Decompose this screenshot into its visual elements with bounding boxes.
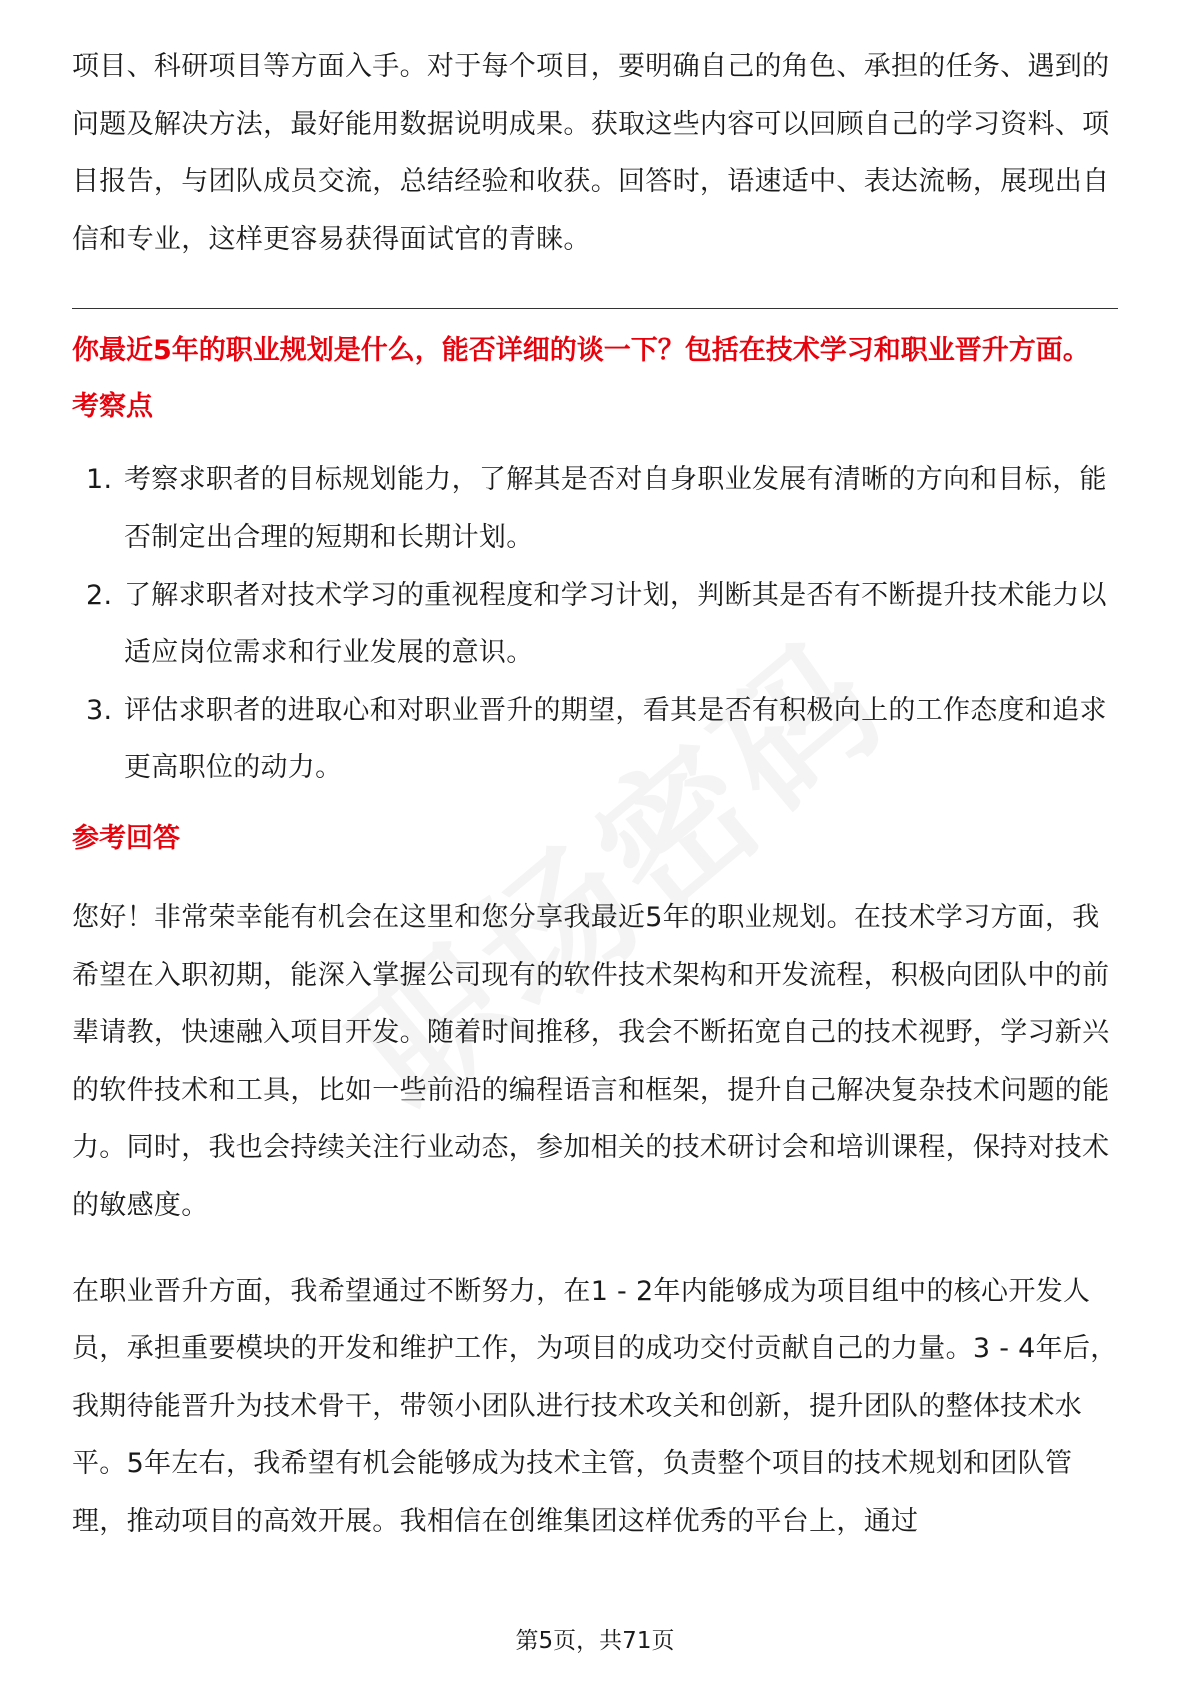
list-item-number: 3. [86, 694, 113, 726]
list-item [72, 682, 1118, 797]
list-item-number: 1. [86, 464, 113, 496]
section-divider [72, 308, 1118, 309]
answer-heading: 参考回答 [72, 822, 180, 854]
list-item [72, 567, 1118, 682]
list-item [72, 451, 1118, 566]
answer-paragraph-2: 在职业晋升方面，我希望通过不断努力，在1 - 2年内能够成为项目组中的核心开发人员，承担重要模块的开发和维护工作，为项目的成功交付贡献自己的力量。3 - 4年后，我期待能晋升为技术骨干，带领小团队进行技术攻关和创新，提升团队的整体技术水平。5年左右，我希望有机会能够成为技术主管，负责整个项目的技术规划和团队管理，推动项目的高效开展。我相信在创维集团这样优秀的平台上，通过 [72, 1275, 1118, 1537]
answer-paragraph-1: 您好！非常荣幸能有机会在这里和您分享我最近5年的职业规划。在技术学习方面，我希望在入职初期，能深入掌握公司现有的软件技术架构和开发流程，积极向团队中的前辈请教，快速融入项目开发。随着时间推移，我会不断拓宽自己的技术视野，学习新兴的软件技术和工具，比如一些前沿的编程语言和框架，提升自己解决复杂技术问题的能力。同时，我也会持续关注行业动态，参加相关的技术研讨会和培训课程，保持对技术的敏感度。 [72, 901, 1110, 1221]
page-content [72, 38, 1118, 1550]
page-number-footer: 第5页，共71页 [515, 1628, 675, 1654]
list-item-text: 了解求职者对技术学习的重视程度和学习计划，判断其是否有不断提升技术能力以适应岗位需求和行业发展的意识。 [124, 579, 1107, 669]
intro-paragraph: 项目、科研项目等方面入手。对于每个项目，要明确自己的角色、承担的任务、遇到的问题及解决方法，最好能用数据说明成果。获取这些内容可以回顾自己的学习资料、项目报告，与团队成员交流，总结经验和收获。回答时，语速适中、表达流畅，展现出自信和专业，这样更容易获得面试官的青睐。 [72, 51, 1110, 255]
assessment-heading: 考察点 [72, 391, 153, 423]
list-item-text: 考察求职者的目标规划能力，了解其是否对自身职业发展有清晰的方向和目标，能否制定出合理的短期和长期计划。 [124, 464, 1107, 553]
list-item-number: 2. [86, 579, 113, 611]
list-item-text: 评估求职者的进取心和对职业晋升的期望，看其是否有积极向上的工作态度和追求更高职位的动力。 [124, 694, 1107, 784]
assessment-list [72, 451, 1118, 797]
interview-question: 你最近5年的职业规划是什么，能否详细的谈一下？包括在技术学习和职业晋升方面。 [72, 335, 1090, 367]
